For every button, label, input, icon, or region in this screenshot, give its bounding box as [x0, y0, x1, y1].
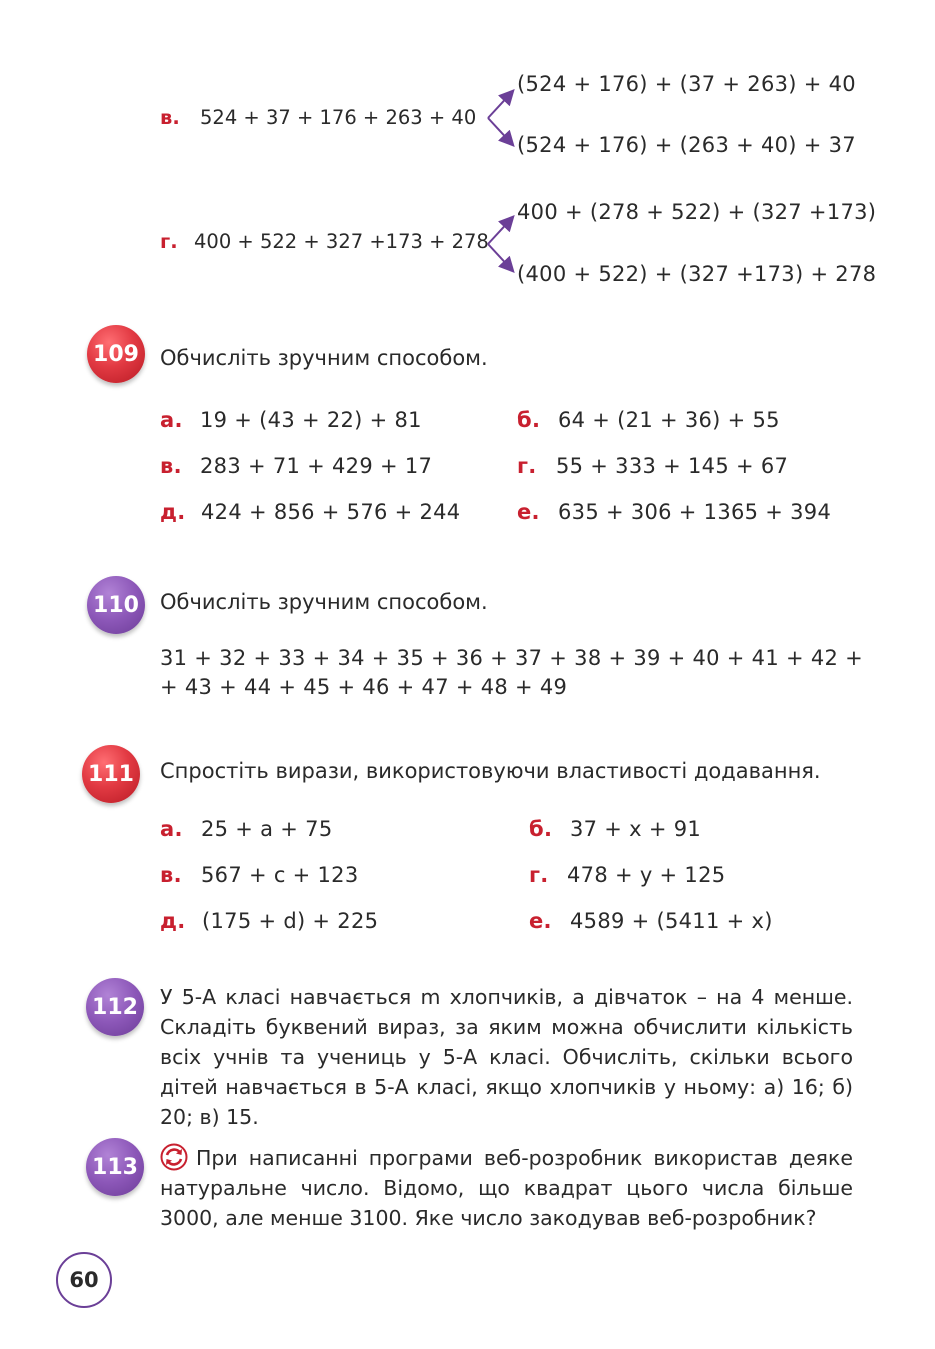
- branch-arrows-v: [484, 86, 518, 152]
- item-label: г.: [517, 454, 537, 478]
- task-110-line-1: 31 + 32 + 33 + 34 + 35 + 36 + 37 + 38 + 39 + 40 + 41 + 42 +: [160, 646, 864, 670]
- item-label: д.: [160, 909, 186, 933]
- branch-arrows-g: [484, 212, 518, 278]
- variant-option-v-2: (524 + 176) + (263 + 40) + 37: [517, 133, 856, 157]
- item-expr: 37 + x + 91: [570, 817, 702, 841]
- task-number-badge-113: 113: [86, 1138, 144, 1196]
- item-label: а.: [160, 817, 183, 841]
- task-110-title: Обчисліть зручним способом.: [160, 590, 488, 614]
- item-label: в.: [160, 863, 182, 887]
- task-113-body: [160, 1143, 853, 1233]
- task-number-badge-110: 110: [87, 576, 145, 634]
- item-expr: 567 + c + 123: [201, 863, 359, 887]
- task-110-line-2: + 43 + 44 + 45 + 46 + 47 + 48 + 49: [160, 675, 568, 699]
- variant-option-g-1: 400 + (278 + 522) + (327 +173): [517, 200, 877, 224]
- item-label: б.: [529, 817, 553, 841]
- task-number-badge-112: 112: [86, 978, 144, 1036]
- item-label: в.: [160, 454, 182, 478]
- item-expr: 19 + (43 + 22) + 81: [200, 408, 422, 432]
- task-111-title: Спростіть вирази, використовуючи властивості додавання.: [160, 759, 821, 783]
- task-number-badge-111: 111: [82, 745, 140, 803]
- item-expr: 25 + a + 75: [201, 817, 333, 841]
- item-expr: 4589 + (5411 + x): [570, 909, 773, 933]
- item-expr: (175 + d) + 225: [202, 909, 379, 933]
- item-label: б.: [517, 408, 541, 432]
- item-label: а.: [160, 408, 183, 432]
- item-label: е.: [529, 909, 552, 933]
- item-expr: 55 + 333 + 145 + 67: [556, 454, 789, 478]
- refresh-icon: [160, 1143, 188, 1171]
- task-109-title: Обчисліть зручним способом.: [160, 346, 488, 370]
- variant-label-v: в.: [160, 106, 180, 129]
- variant-option-v-1: (524 + 176) + (37 + 263) + 40: [517, 72, 856, 96]
- task-number-badge-109: 109: [87, 325, 145, 383]
- item-expr: 635 + 306 + 1365 + 394: [558, 500, 832, 524]
- item-label: е.: [517, 500, 540, 524]
- variant-expr-v: 524 + 37 + 176 + 263 + 40: [200, 106, 477, 129]
- item-expr: 64 + (21 + 36) + 55: [558, 408, 780, 432]
- task-112-text: У 5-А класі навчається m хлопчиків, а дівчаток – на 4 менше. Складіть буквений вираз, за яким можна обчислити кількість всіх учнів та учениць у 5-А класі. Обчисліть, скільки всього дітей навчається в 5-А класі, якщо хлопчиків у ньому: а) 16; б) 20; в) 15.: [160, 985, 853, 1129]
- variant-option-g-2: (400 + 522) + (327 +173) + 278: [517, 262, 877, 286]
- item-expr: 478 + y + 125: [567, 863, 726, 887]
- item-expr: 424 + 856 + 576 + 244: [201, 500, 461, 524]
- item-expr: 283 + 71 + 429 + 17: [200, 454, 433, 478]
- variant-label-g: г.: [160, 230, 178, 253]
- page-number: 60: [56, 1252, 112, 1308]
- item-label: д.: [160, 500, 186, 524]
- task-113-text: При написанні програми веб-розробник використав деяке натуральне число. Відомо, що квадрат цього числа більше 3000, але менше 3100. Яке число закодував веб-розробник?: [160, 1146, 853, 1230]
- item-label: г.: [529, 863, 549, 887]
- variant-expr-g: 400 + 522 + 327 +173 + 278: [194, 230, 489, 253]
